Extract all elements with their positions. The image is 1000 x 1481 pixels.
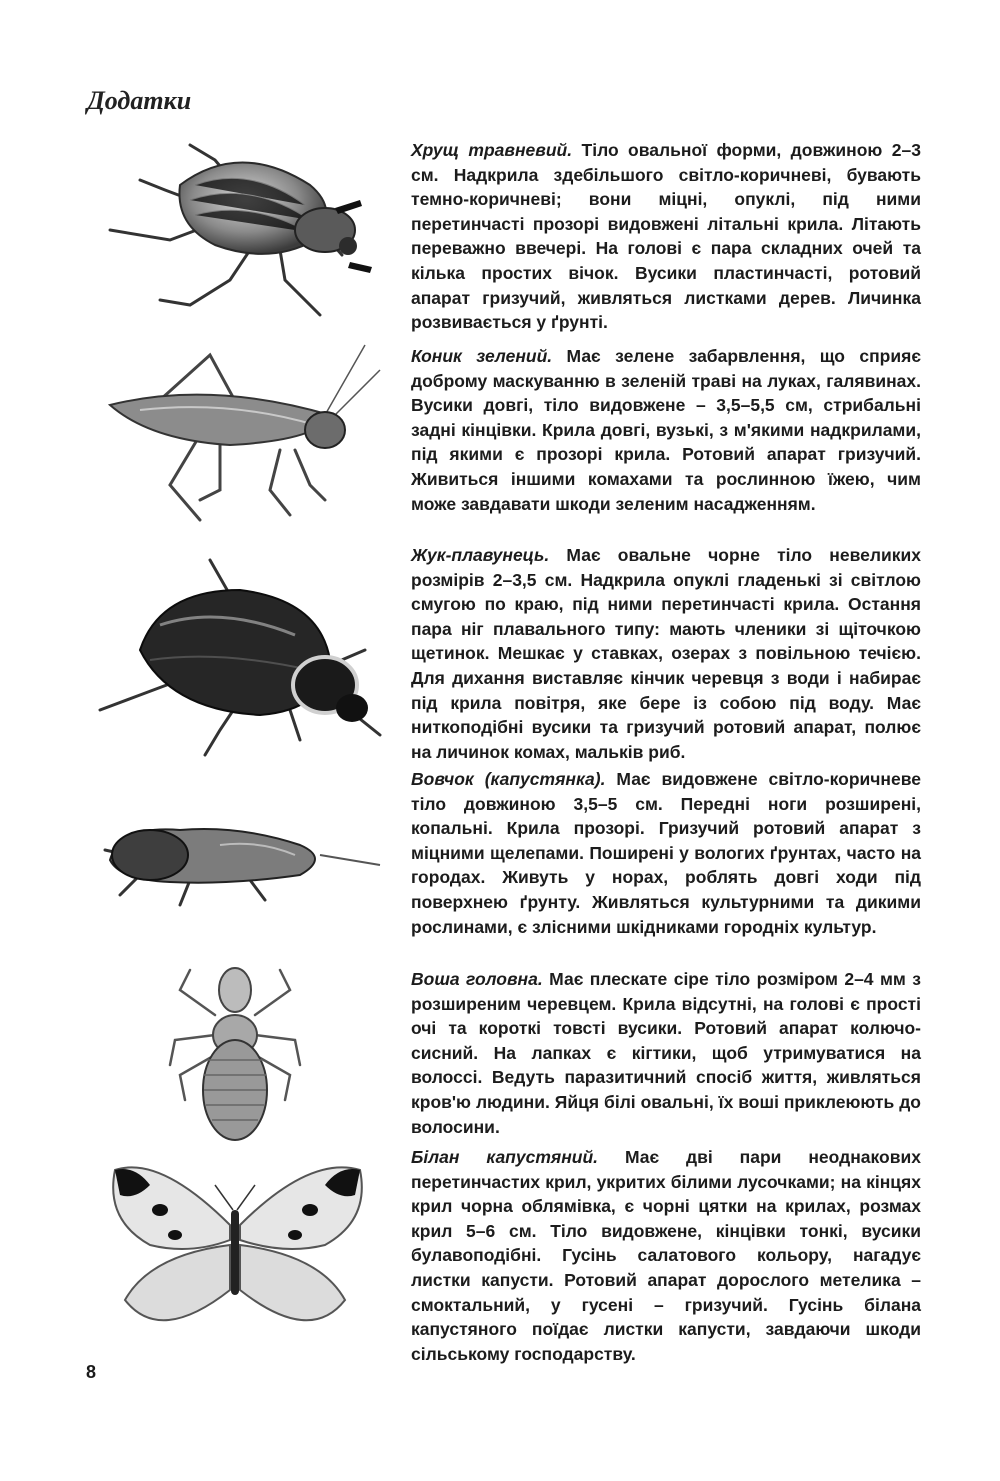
entry-name: Коник зелений. (411, 346, 553, 366)
entry-text: Має овальне чорне тіло невеликих розмірів 2–3,5 см. Надкрила опуклі гладенькі зі світлою смугою по краю, під ними перетинчасті крила. Остання пара ніг плавального типу: мають членики зі щіточкою щетинок. Мешкає у ставках, озерах з повільною течією. Для дихання виставляє кінчик черевця з води і набирає під крила повітря, яке бере із собою під воду. Має ниткоподібні вусики та гризучий ротовий апарат, полює на личинок комах, мальків риб. (411, 545, 921, 762)
head-louse-image (80, 960, 390, 1145)
entry-diving-beetle (411, 543, 921, 764)
entry-text: Тіло овальної форми, довжиною 2–3 см. Надкрила здебільшого світло-коричневі, бувають темно-коричневі; вони міцні, опуклі, під ними перетинчасті прозорі видовжені літальні крила. Літають переважно ввечері. На голові є пара складних очей та кілька простих вічок. Вусики пластинчасті, ротовий апарат гризучий, живляться листками дерев. Личинка розвивається у ґрунті. (411, 140, 921, 333)
cockchafer-image (80, 130, 390, 330)
entry-text: Має плескате сіре тіло розміром 2–4 мм з розширеним черевцем. Крила відсутні, на голові є прості очі та короткі товсті вусики. Ротовий апарат колючо-сисний. На лапках є кігтики, щоб утримуватися на волоссі. Ведуть паразитичний спосіб життя, живляться кров'ю людини. Яйця білі овальні, їх воші приклеюють до волосини. (411, 969, 921, 1137)
entry-name: Білан капустяний. (411, 1147, 599, 1167)
page-heading: Додатки (87, 86, 192, 115)
entry-name: Воша головна. (411, 969, 543, 989)
entry-head-louse (411, 967, 921, 1139)
diving-beetle-image (80, 550, 390, 765)
entry-cockchafer (411, 138, 921, 335)
entry-name: Жук-плавунець. (411, 545, 550, 565)
grasshopper-image (80, 340, 390, 535)
entry-name: Хрущ травневий. (411, 140, 573, 160)
entry-grasshopper (411, 344, 921, 516)
entry-text: Має дві пари неоднакових перетинчастих крил, укритих білими лусочками; на кінцях крил чорна облямівка, є чорні цятки на крилах, розмах крил 5–6 см. Тіло видовжене, кінцівки тонкі, вусики булавоподібні. Гусінь салатового кольору, нагадує листки капусти. Ротовий апарат дорослого метелика – смоктальний, у гусені – гризучий. Гусінь білана капустяного поїдає листки капусти, завдаючи шкоди сільському господарству. (411, 1147, 921, 1364)
entry-text: Має зелене забарвлення, що сприяє доброму маскуванню в зеленій траві на луках, галявинах. Вусики довгі, тіло видовжене – 3,5–5,5 см, стрибальні задні кінцівки. Крила довгі, вузькі, з м'якими надкрилами, під якими є прозорі крила. Ротовий апарат гризучий. Живиться іншими комахами та рослинною їжею, чим може завдавати шкоди зеленим насадженням. (411, 346, 921, 514)
entry-text: Має видовжене світло-коричневе тіло довжиною 3,5–5 см. Передні ноги розширені, копальні. Крила прозорі. Гризучий ротовий апарат з міцними щелепами. Поширені у вологих ґрунтах, часто на городах. Живуть у норах, роблять довгі ходи під поверхнею ґрунту. Живляться культурними та дикими рослинами, є злісними шкідниками городніх культур. (411, 769, 921, 937)
entry-cabbage-white (411, 1145, 921, 1366)
entry-mole-cricket (411, 767, 921, 939)
entry-name: Вовчок (капустянка). (411, 769, 606, 789)
page-number: 8 (86, 1362, 97, 1382)
mole-cricket-image (80, 800, 390, 910)
cabbage-white-butterfly-image (80, 1160, 390, 1350)
